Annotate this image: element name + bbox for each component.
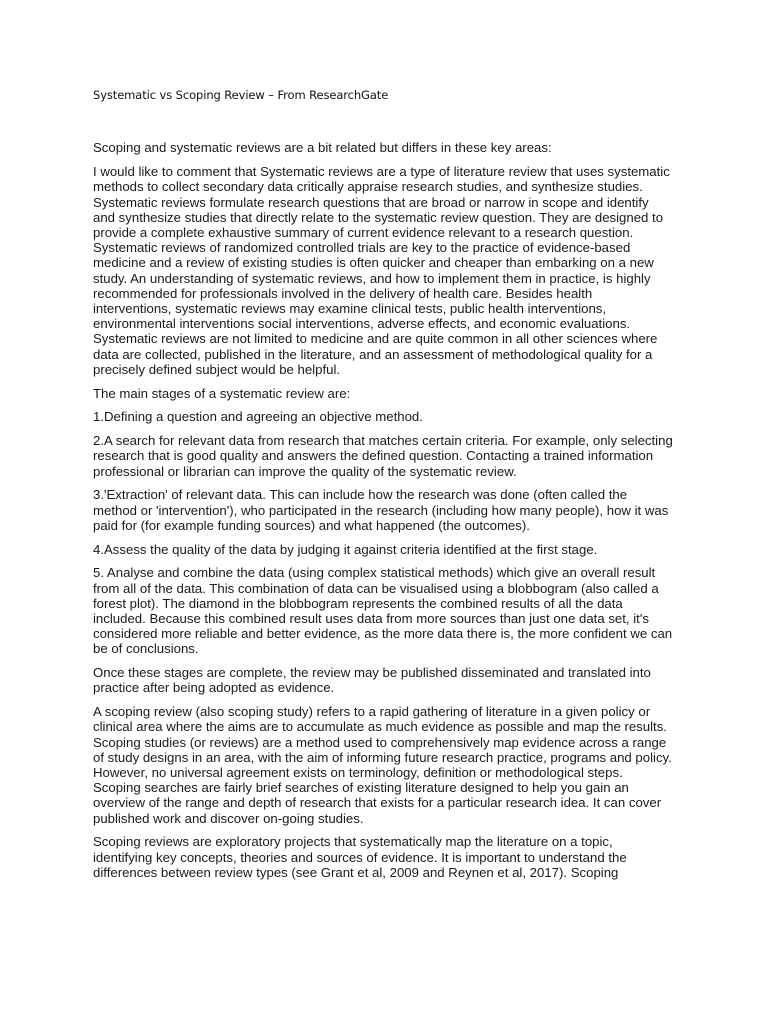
intro-paragraph: Scoping and systematic reviews are a bit related but differs in these key areas:: [93, 140, 552, 155]
scoping-review-paragraph: A scoping review (also scoping study) refers to a rapid gathering of literature in a given policy or clinical area where the aims are to accumulate as much evidence as possible and map the results. Scoping studies (or reviews) are a method used to comprehensively map evidence across a range of study designs in an area, with the aim of informing future research practice, programs and policy. However, no universal agreement exists on terminology, definition or methodological steps. Scoping searches are fairly brief searches of existing literature designed to help you gain an overview of the range and depth of research that exists for a particular research idea. It can cover published work and discover on-going studies.: [93, 704, 672, 826]
stage-5-paragraph: 5. Analyse and combine the data (using complex statistical methods) which give an overall result from all of the data. This combination of data can be visualised using a blobbogram (also called a forest plot). The diamond in the blobbogram represents the combined results of all the data included. Because this combined result uses data from more sources than just one data set, it's considered more reliable and better evidence, as the more data there is, the more confident we can be of conclusions.: [93, 565, 673, 657]
stage-2-paragraph: 2.A search for relevant data from research that matches certain criteria. For example, only selecting research that is good quality and answers the defined question. Contacting a trained information professional or librarian can improve the quality of the systematic review.: [93, 433, 673, 479]
scoping-exploratory-paragraph: Scoping reviews are exploratory projects that systematically map the literature on a topic, identifying key concepts, theories and sources of evidence. It is important to understand the differences between review types (see Grant et al, 2009 and Reynen et al, 2017). Scoping: [93, 834, 627, 880]
document-body: [93, 140, 673, 889]
publication-paragraph: Once these stages are complete, the review may be published disseminated and translated into practice after being adopted as evidence.: [93, 665, 651, 696]
stage-1-paragraph: 1.Defining a question and agreeing an objective method.: [93, 409, 423, 425]
stages-heading-paragraph: The main stages of a systematic review are:: [93, 385, 351, 401]
document-title: Systematic vs Scoping Review – From ResearchGate: [93, 88, 389, 102]
systematic-review-paragraph: I would like to comment that Systematic reviews are a type of literature review that uses systematic methods to collect secondary data critically appraise research studies, and synthesize studies. Systematic reviews formulate research questions that are broad or narrow in scope and identify and synthesize studies that directly relate to the systematic review question. They are designed to provide a complete exhaustive summary of current evidence relevant to a research question. Systematic reviews of randomized controlled trials are key to the practice of evidence-based medicine and a review of existing studies is often quicker and cheaper than embarking on a new study. An understanding of systematic reviews, and how to implement them in practice, is highly recommended for professionals involved in the delivery of health care. Besides health interventions, systematic reviews may examine clinical tests, public health interventions, environmental interventions social interventions, adverse effects, and economic evaluations. Systematic reviews are not limited to medicine and are quite common in all other sciences where data are collected, published in the literature, and an assessment of methodological quality for a precisely defined subject would be helpful.: [93, 164, 670, 377]
stage-4-paragraph: 4.Assess the quality of the data by judging it against criteria identified at the first stage.: [93, 541, 598, 557]
stage-3-paragraph: 3.'Extraction' of relevant data. This can include how the research was done (often called the method or 'intervention'), who participated in the research (including how many people), how it was paid for (for example funding sources) and what happened (the outcomes).: [93, 487, 669, 533]
